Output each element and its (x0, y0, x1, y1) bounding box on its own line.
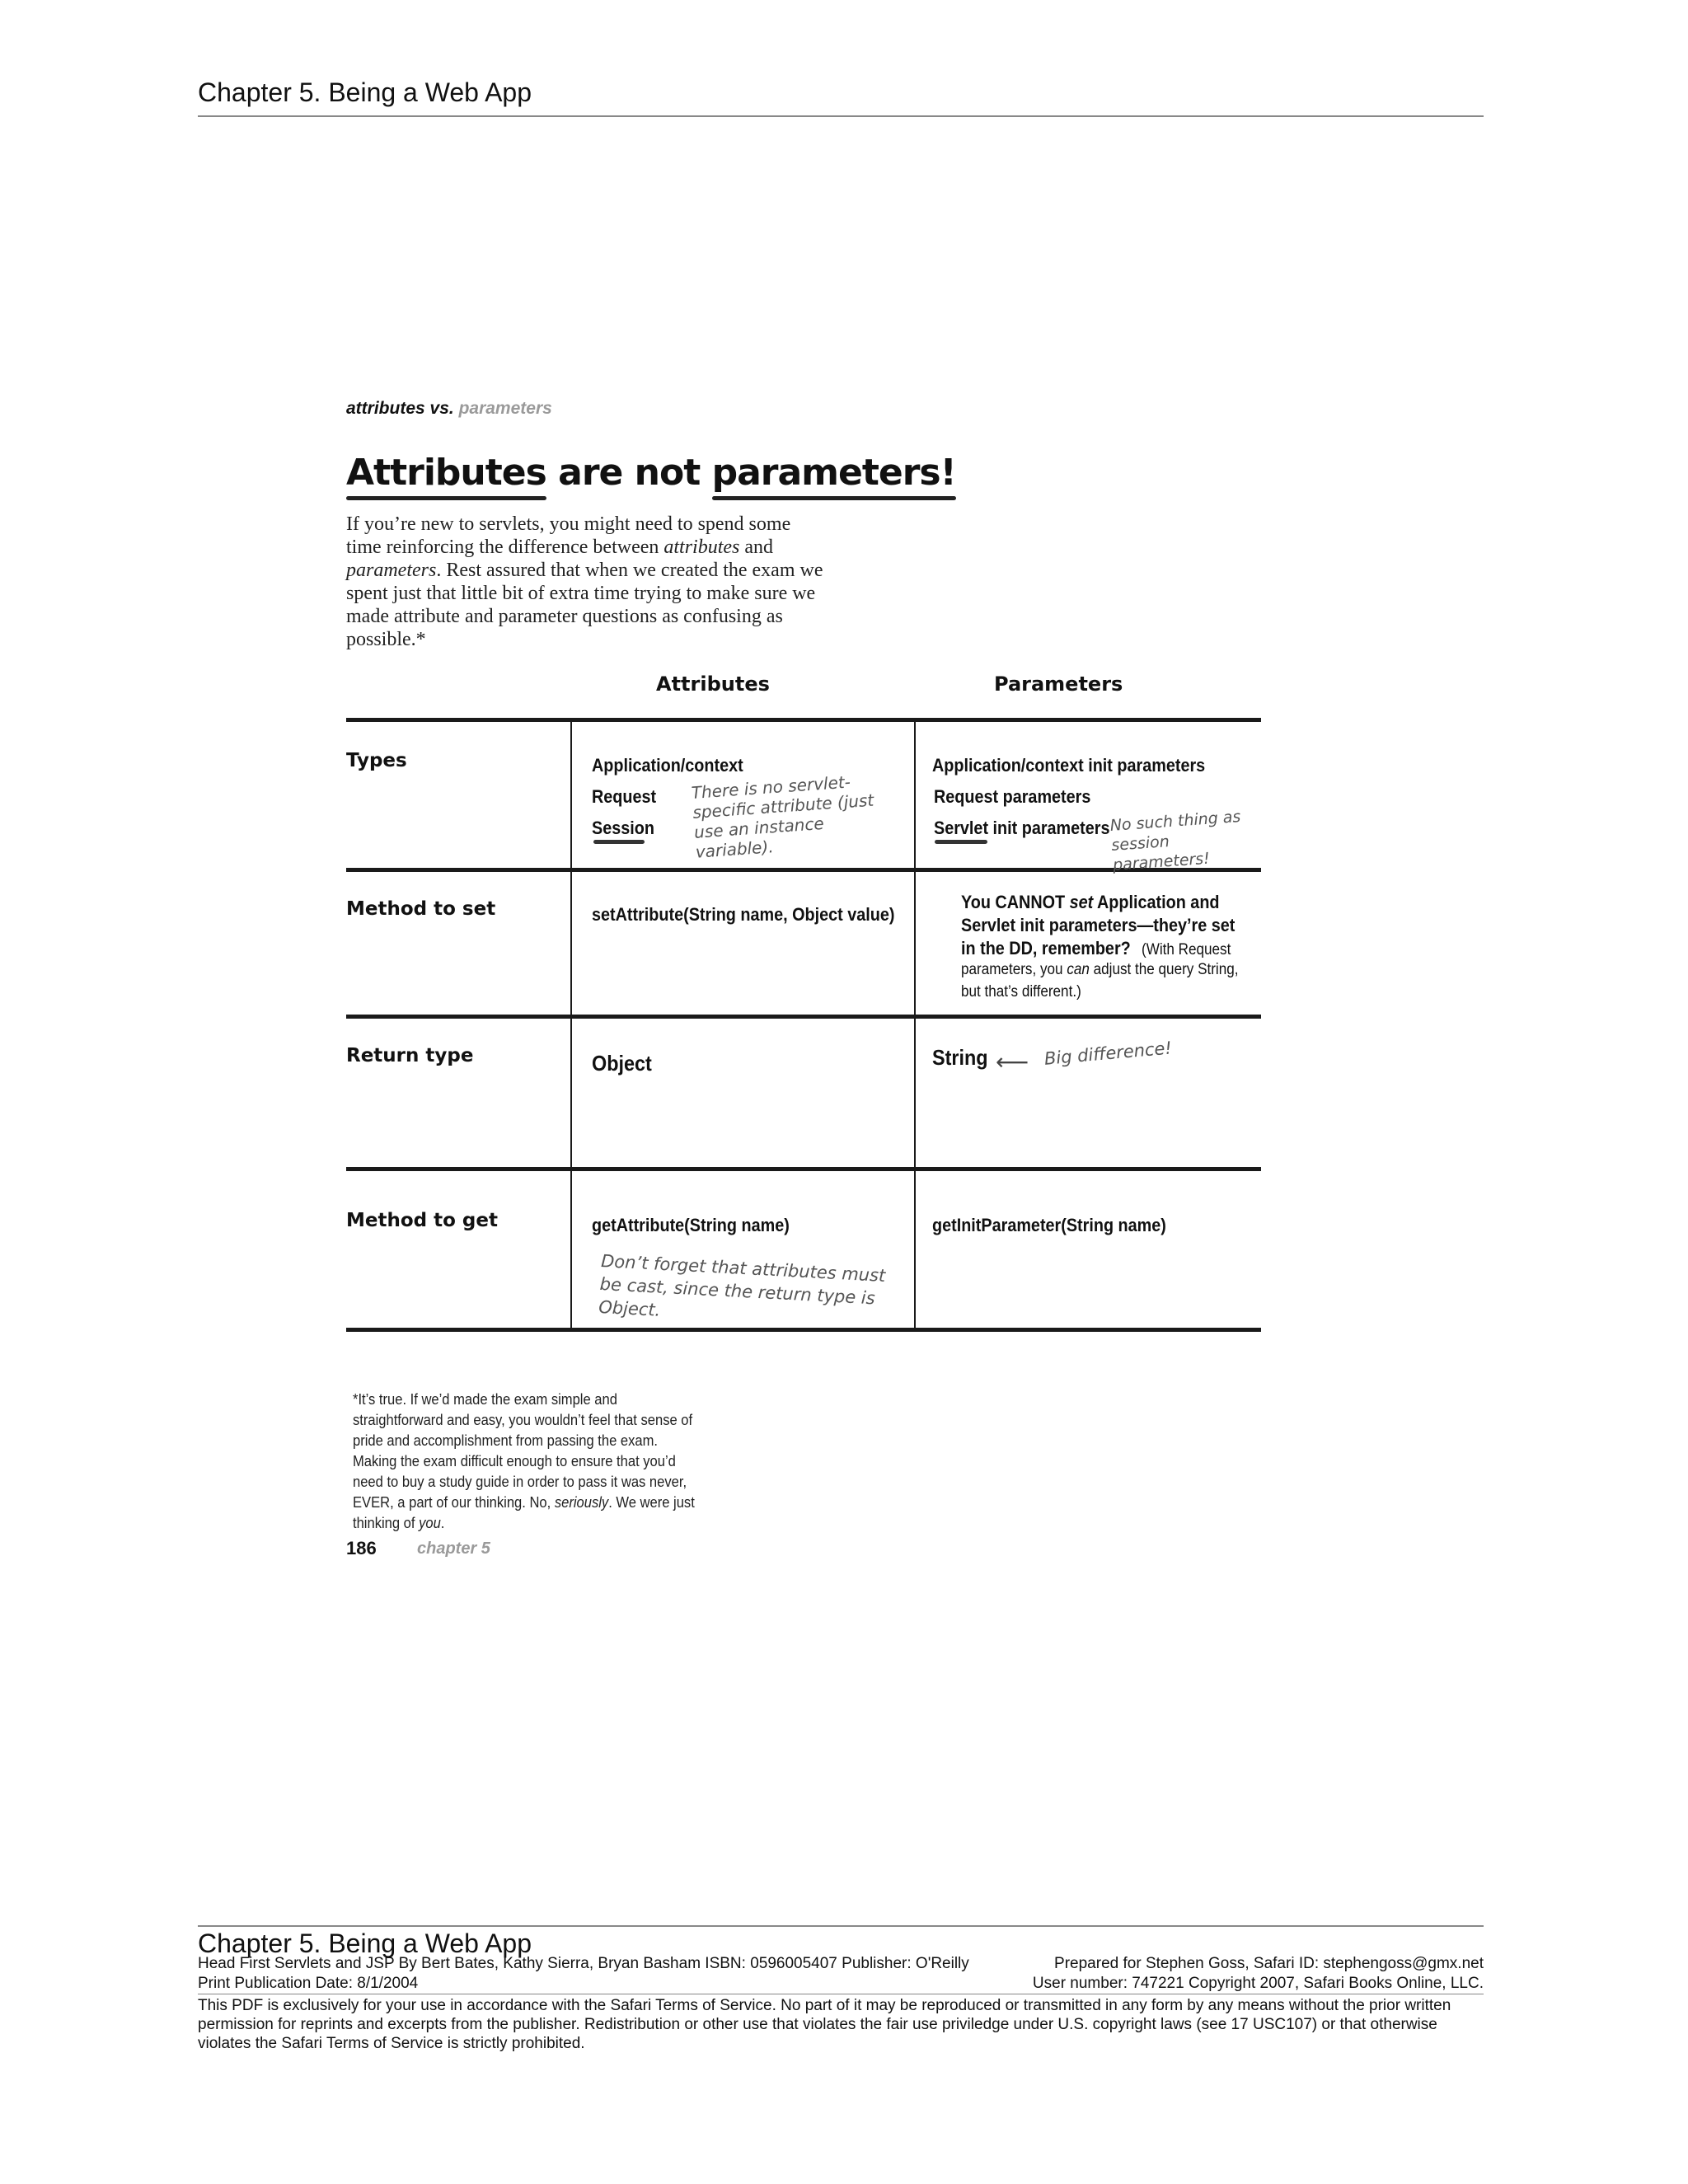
set-param-line2: Servlet init parameters—they’re set (961, 915, 1236, 935)
types-attr-session: Session (592, 818, 654, 838)
page-heading (346, 452, 956, 494)
row-label-return-type: Return type (346, 1045, 474, 1066)
get-attr-method: getAttribute(String name) (592, 1215, 790, 1235)
footer-prepared-for: Prepared for Stephen Goss, Safari ID: stephengoss@gmx.net (1054, 1955, 1484, 1972)
types-attr-note: There is no servlet-specific attribute (just use an instance variable). (691, 771, 874, 862)
set-param-line1: You CANNOT set Application and (961, 892, 1220, 912)
page-chapter-label: chapter 5 (417, 1540, 490, 1558)
footer-divider (198, 1925, 1484, 1927)
section-label (346, 399, 552, 419)
intro-paragraph: If you’re new to servlets, you might need to spend some time reinforcing the difference between attributes and parameters. Rest assured that when we created the exam we spent just that little bit of extra time trying to make sure we made attribute and parameter questions as confusing as possible.* (346, 513, 823, 650)
column-header-attributes: Attributes (656, 673, 770, 696)
types-param-request: Request parameters (934, 786, 1091, 807)
arrow-left-icon: ⟵ (996, 1049, 1029, 1075)
set-attr-method: setAttribute(String name, Object value) (592, 904, 895, 925)
row-label-types: Types (346, 750, 407, 771)
section-label-bold: attributes vs. (346, 399, 454, 418)
footer-book-info-line (198, 1955, 1484, 1973)
table-divider-left (570, 718, 572, 1332)
types-attr-application: Application/context (592, 755, 743, 776)
footer-user-number: User number: 747221 Copyright 2007, Safari Books Online, LLC. (1032, 1975, 1484, 1992)
set-param-line3: in the DD, remember? (With Request (961, 938, 1231, 958)
set-param-line5: but that’s different.) (961, 983, 1081, 1001)
return-param-string: String (932, 1045, 988, 1070)
footer-legal-notice: This PDF is exclusively for your use in accordance with the Safari Terms of Service. No part of it may be reproduced or transmitted in any form by any means without the prior written permission for reprints and excerpts from the publisher. Redistribution or other use that violates the fair use priviledge under U.S. copyright laws (see 17 USC107) or that otherwise violates the Safari Terms of Service is strictly prohibited. (198, 1997, 1451, 2052)
footer-book-info: Head First Servlets and JSP By Bert Bates, Kathy Sierra, Bryan Basham ISBN: 0596005407 Publisher: O'Reilly (198, 1955, 969, 1972)
table-divider-right (914, 718, 916, 1332)
footer-chapter-title: Chapter 5. Being a Web App (198, 1929, 532, 1958)
table-rule-top (346, 718, 1261, 722)
row-label-method-to-get: Method to get (346, 1210, 498, 1231)
types-param-application: Application/context init parameters (932, 755, 1206, 776)
get-attr-note: Don’t forget that attributes must be cast, since the return type is Object. (598, 1250, 886, 1320)
table-rule-2 (346, 1015, 1261, 1019)
session-scribble (593, 840, 645, 844)
page-number: 186 (346, 1538, 377, 1558)
footnote: *It’s true. If we’d made the exam simple and straightforward and easy, you wouldn’t feel that sense of pride and accomplishment from passing the exam. Making the exam difficult enough to ensure that you’d need to buy a study guide in order to pass it was never, EVER, a part of our thinking. No, seriously. We were just thinking of you. (353, 1391, 695, 1531)
header-divider (198, 115, 1484, 117)
types-param-servlet-init: Servlet init parameters (934, 818, 1110, 838)
types-attr-request: Request (592, 786, 657, 807)
footer-pub-date: Print Publication Date: 8/1/2004 (198, 1975, 419, 1992)
return-attr-object: Object (592, 1051, 652, 1076)
footer-pub-line (198, 1975, 1484, 1993)
chapter-title: Chapter 5. Being a Web App (198, 77, 532, 107)
heading-are-not: are not (558, 452, 701, 494)
set-param-line4: parameters, you can adjust the query String, (961, 961, 1239, 978)
servlet-scribble (935, 840, 987, 844)
column-header-parameters: Parameters (994, 673, 1123, 696)
heading-parameters: parameters! (711, 452, 956, 494)
heading-attributes: Attributes (346, 452, 546, 494)
types-param-note: No such thing as session parameters! (1109, 807, 1242, 874)
section-label-gray: parameters (458, 399, 552, 418)
return-param-note: Big difference! (1043, 1038, 1173, 1069)
row-label-method-to-set: Method to set (346, 898, 496, 920)
table-rule-3 (346, 1167, 1261, 1171)
get-param-method: getInitParameter(String name) (932, 1215, 1166, 1235)
